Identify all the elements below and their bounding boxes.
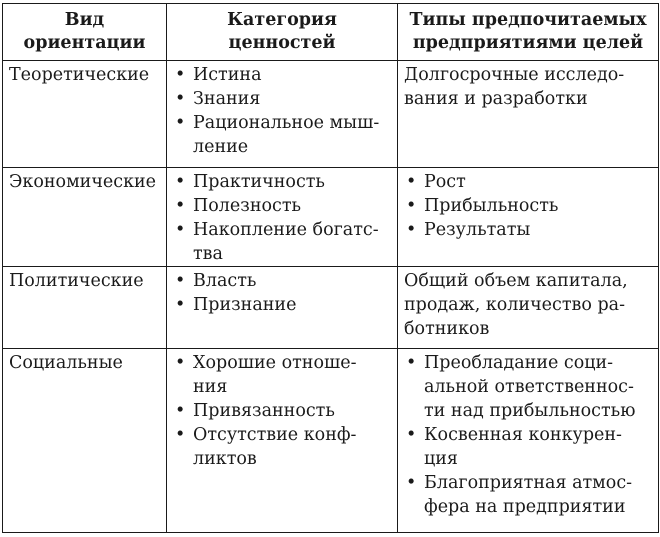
- bullet-icon: •: [175, 353, 186, 373]
- list-item: • Знания: [175, 89, 261, 109]
- list-item: • Признание: [175, 295, 297, 315]
- bullet-icon: •: [175, 113, 186, 133]
- values-table: [2, 3, 659, 533]
- orientation-cell: Политические: [3, 267, 167, 349]
- bullet-icon: •: [406, 220, 417, 240]
- list-item: • Накопление богатс- тва: [175, 220, 379, 264]
- table-row: [3, 349, 659, 533]
- orientation-cell: Теоретические: [3, 61, 167, 168]
- bullet-icon: •: [175, 220, 186, 240]
- bullet-icon: •: [175, 401, 186, 421]
- table-row: [3, 168, 659, 267]
- list-item: • Преобладание соци- альной ответственнос- ти над прибыльностью: [406, 353, 636, 421]
- table-row: [3, 61, 659, 168]
- values-cell: [167, 267, 398, 349]
- list-item: • Благоприятная атмос- фера на предприятии: [406, 473, 633, 517]
- list-item: • Хорошие отноше- ния: [175, 353, 357, 397]
- list-item: • Рациональное мыш- ление: [175, 113, 380, 157]
- values-cell: [167, 168, 398, 267]
- bullet-icon: •: [406, 196, 417, 216]
- list-item: • Рост: [406, 172, 466, 192]
- orientation-cell: Экономические: [3, 168, 167, 267]
- list-item: • Результаты: [406, 220, 531, 240]
- bullet-icon: •: [175, 65, 186, 85]
- list-item: • Практичность: [175, 172, 325, 192]
- goals-cell: [398, 168, 659, 267]
- header-row: [3, 4, 659, 61]
- list-item: • Косвенная конкурен- ция: [406, 425, 622, 469]
- list-item: • Власть: [175, 271, 257, 291]
- goals-cell: [398, 349, 659, 533]
- list-item: • Привязанность: [175, 401, 335, 421]
- bullet-icon: •: [406, 353, 417, 373]
- header-values: Категория ценностей: [167, 4, 398, 61]
- goals-cell: Общий объем капитала, продаж, количество ра- ботников: [398, 267, 659, 349]
- bullet-icon: •: [406, 172, 417, 192]
- orientation-cell: Социальные: [3, 349, 167, 533]
- values-cell: [167, 61, 398, 168]
- bullet-icon: •: [175, 196, 186, 216]
- bullet-icon: •: [406, 473, 417, 493]
- bullet-icon: •: [406, 425, 417, 445]
- goals-cell: Долгосрочные исследо- вания и разработки: [398, 61, 659, 168]
- list-item: • Отсутствие конф- ликтов: [175, 425, 357, 469]
- bullet-icon: •: [175, 89, 186, 109]
- bullet-icon: •: [175, 271, 186, 291]
- bullet-icon: •: [175, 295, 186, 315]
- header-goals: Типы предпочитаемых предприятиями целей: [398, 4, 659, 61]
- values-cell: [167, 349, 398, 533]
- list-item: • Прибыльность: [406, 196, 559, 216]
- table-row: [3, 267, 659, 349]
- bullet-icon: •: [175, 425, 186, 445]
- bullet-icon: •: [175, 172, 186, 192]
- list-item: • Полезность: [175, 196, 302, 216]
- list-item: • Истина: [175, 65, 262, 85]
- header-orientation: Вид ориентации: [3, 4, 167, 61]
